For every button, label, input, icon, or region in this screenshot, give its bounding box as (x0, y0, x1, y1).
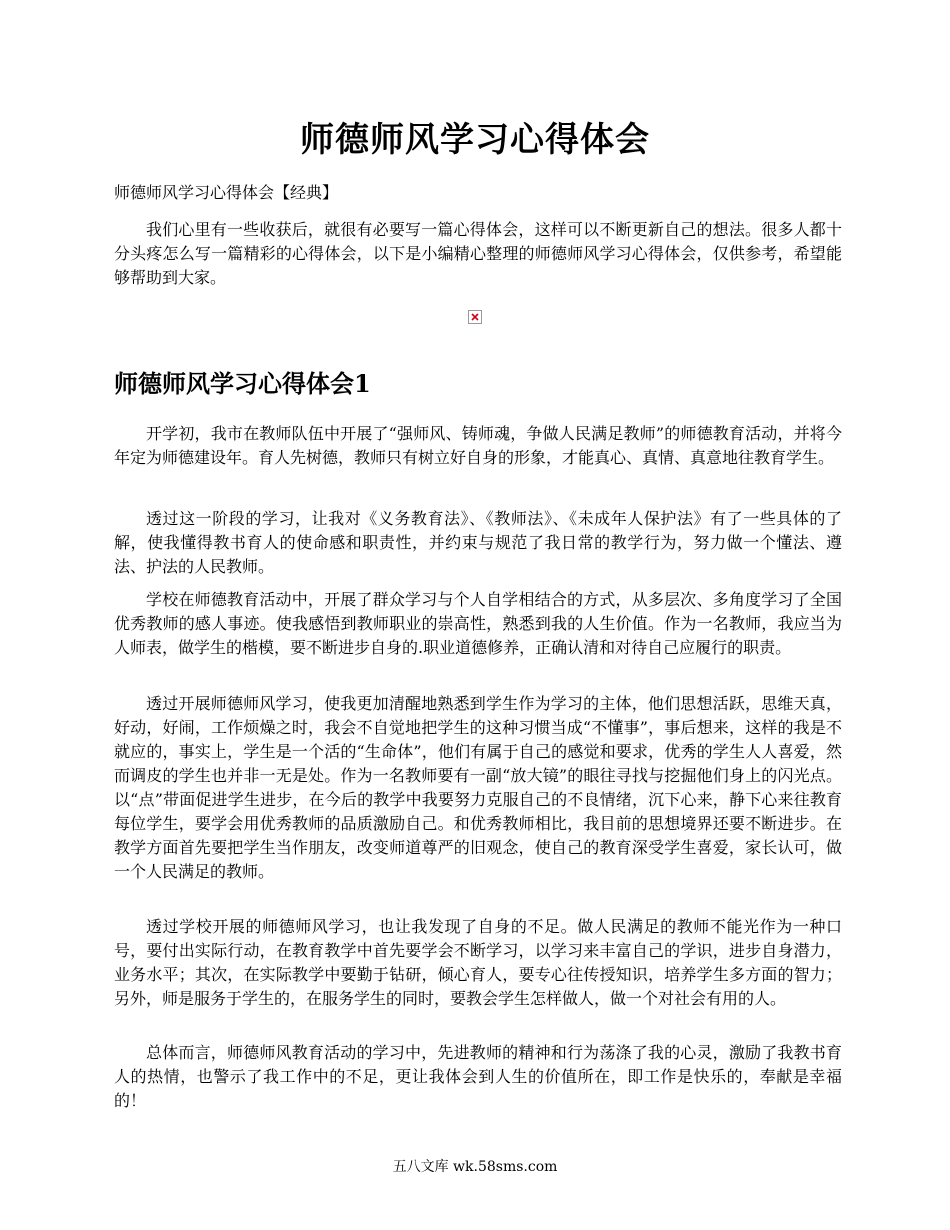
document-subtitle: 师德师风学习心得体会【经典】 (114, 183, 339, 202)
body-paragraph: 学校在师德教育活动中，开展了群众学习与个人自学相结合的方式，从多层次、多角度学习了全国优秀教师的感人事迹。使我感悟到教师职业的崇高性，熟悉到我的人生价值。作为一名教师，我应当为人师表，做学生的楷模，要不断进步自身的.职业道德修养，正确认清和对待自己应履行的职责。 (114, 590, 842, 657)
section-heading: 师德师风学习心得体会1 (114, 369, 371, 398)
body-paragraph: 透过学校开展的师德师风学习，也让我发现了自身的不足。做人民满足的教师不能光作为一种口号，要付出实际行动，在教育教学中首先要学会不断学习，以学习来丰富自己的学识，进步自身潜力，业务水平；其次，在实际教学中要勤于钻研，倾心育人，要专心往传授知识，培养学生多方面的智力；另外，师是服务于学生的，在服务学生的同时，要教会学生怎样做人，做一个对社会有用的人。 (114, 917, 842, 1008)
footer-watermark: 五八文库 wk.58sms.com (392, 1159, 558, 1175)
body-paragraph: 总体而言，师德师风教育活动的学习中，先进教师的精神和行为荡涤了我的心灵，激励了我教书育人的热情，也警示了我工作中的不足，更让我体会到人生的价值所在，即工作是快乐的，奉献是幸福的！ (114, 1043, 842, 1110)
body-paragraph: 开学初，我市在教师队伍中开展了“强师风、铸师魂，争做人民满足教师”的师德教育活动，并将今年定为师德建设年。育人先树德，教师只有树立好自身的形象，才能真心、真情、真意地往教育学生。 (114, 424, 842, 467)
broken-image-icon (468, 310, 482, 324)
intro-paragraph: 我们心里有一些收获后，就很有必要写一篇心得体会，这样可以不断更新自己的想法。很多人都十分头疼怎么写一篇精彩的心得体会，以下是小编精心整理的师德师风学习心得体会，仅供参考，希望能够帮助到大家。 (114, 220, 842, 287)
page-title: 师德师风学习心得体会 (300, 120, 650, 160)
body-paragraph: 透过这一阶段的学习，让我对《义务教育法》、《教师法》、《未成年人保护法》有了一些具体的了解，使我懂得教书育人的使命感和职责性，并约束与规范了我日常的教学行为，努力做一个懂法、遵法、护法的人民教师。 (114, 509, 842, 576)
body-paragraph: 透过开展师德师风学习，使我更加清醒地熟悉到学生作为学习的主体，他们思想活跃，思维天真，好动，好闹，工作烦燥之时，我会不自觉地把学生的这种习惯当成“不懂事”，事后想来，这样的我是不就应的，事实上，学生是一个活的“生命体”，他们有属于自己的感觉和要求，优秀的学生人人喜爱，然而调皮的学生也并非一无是处。作为一名教师要有一副“放大镜”的眼往寻找与挖掘他们身上的闪光点。以“点”带面促进学生进步，在今后的教学中我要努力克服自己的不良情绪，沉下心来，静下心来往教育每位学生，要学会用优秀教师的品质激励自己。和优秀教师相比，我目前的思想境界还要不断进步。在教学方面首先要把学生当作朋友，改变师道尊严的旧观念，使自己的教育深受学生喜爱，家长认可，做一个人民满足的教师。 (114, 694, 842, 881)
